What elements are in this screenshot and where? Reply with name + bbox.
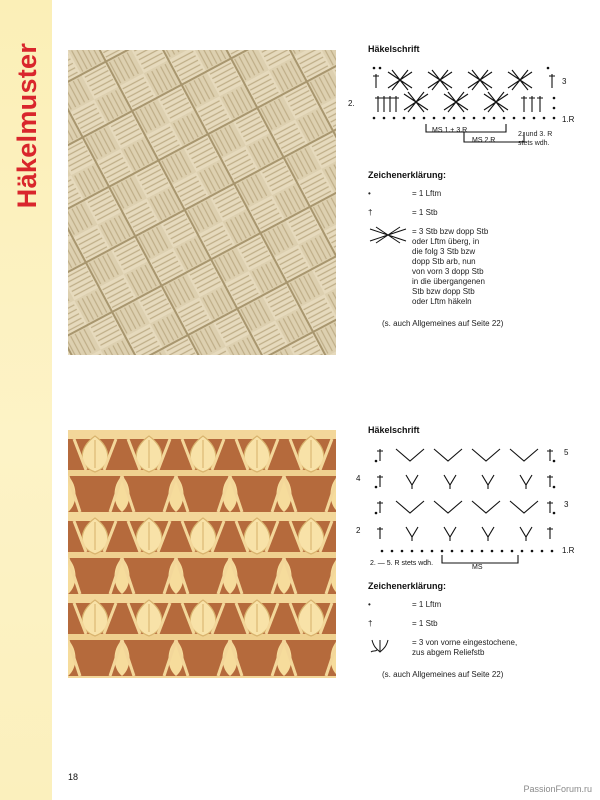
legend-1-row-stb: † = 1 Stb bbox=[368, 208, 438, 217]
chart2-row-label-5: 5 bbox=[564, 448, 569, 457]
chart1-ms-label-1: MS 1.+ 3.R bbox=[432, 127, 468, 134]
legend-2-row-lftm: • = 1 Lftm bbox=[368, 600, 442, 609]
crochet-chart-2 bbox=[356, 441, 588, 571]
note-1: (s. auch Allgemeines auf Seite 22) bbox=[382, 319, 504, 328]
chart1-row-label-2: 2. bbox=[348, 99, 355, 108]
pattern-1-panel bbox=[348, 44, 588, 328]
legend-2-row-relief: = 3 von vorne eingestochene, zus abgem Reliefstb bbox=[368, 638, 588, 658]
legend-1-row-lftm: • = 1 Lftm bbox=[368, 189, 442, 198]
chart-1-heading: Häkelschrift bbox=[368, 44, 420, 54]
watermark: PassionForum.ru bbox=[523, 784, 592, 794]
chart-2-heading: Häkelschrift bbox=[368, 425, 420, 435]
side-title bbox=[8, 40, 48, 210]
swatch-photo-1 bbox=[68, 50, 336, 355]
swatch-2-illustration bbox=[68, 430, 336, 678]
chart2-ms-label: MS bbox=[472, 564, 483, 571]
page-number: 18 bbox=[68, 772, 79, 782]
stb-icon: † bbox=[368, 208, 373, 217]
chart1-ms-label-2: MS 2.R bbox=[472, 137, 496, 144]
chart2-row-label-3: 3 bbox=[564, 500, 569, 509]
swatch-1-illustration bbox=[68, 50, 336, 355]
dot-icon: • bbox=[368, 600, 371, 609]
note-2: (s. auch Allgemeines auf Seite 22) bbox=[382, 670, 504, 679]
legend-1-title: Zeichenerklärung: bbox=[368, 170, 447, 180]
swatch-photo-2 bbox=[68, 430, 336, 678]
dot-icon: • bbox=[368, 189, 371, 198]
crochet-chart-1 bbox=[348, 60, 588, 160]
relief-icon bbox=[368, 638, 412, 657]
stb-icon: † bbox=[368, 619, 373, 628]
chart1-row-label-3: 3 bbox=[562, 77, 567, 86]
chart2-repeat-note: 2. — 5. R stets wdh. bbox=[370, 560, 434, 567]
cross-icon bbox=[368, 227, 412, 246]
chart1-row-label-1: 1.R bbox=[562, 115, 575, 124]
chart1-repeat-note: 2. und 3. R stets wdh. bbox=[518, 131, 553, 147]
chart2-row-label-2: 2 bbox=[356, 526, 361, 535]
chart2-row-label-4: 4 bbox=[356, 474, 361, 483]
legend-2-title: Zeichenerklärung: bbox=[368, 581, 447, 591]
legend-2-row-stb: † = 1 Stb bbox=[368, 619, 438, 628]
chart2-row-label-1: 1.R bbox=[562, 546, 575, 555]
legend-1-row-cross: = 3 Stb bzw dopp Stb oder Lftm überg, in die folg 3 Stb bzw dopp Stb arb, nun von vorn 3 dopp Stb in die übergangenen Stb bzw dopp Stb oder Lftm häkeln bbox=[368, 227, 588, 307]
side-title-text: Häkelmuster bbox=[12, 42, 43, 208]
pattern-2-panel bbox=[356, 425, 588, 679]
